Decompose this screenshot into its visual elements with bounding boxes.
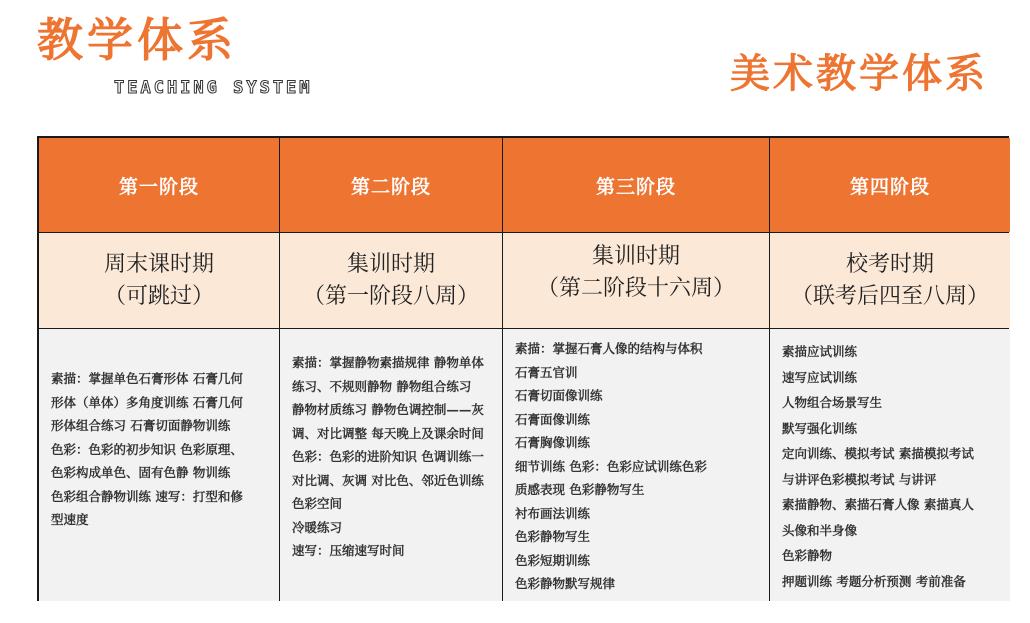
content-line: 色彩组合静物训练 速写：打型和修 — [51, 488, 243, 504]
content-line: 色彩构成单色、固有色静 物训练 — [51, 465, 231, 480]
stage-1-period-name: 周末课时期 — [103, 251, 214, 277]
content-line: 速写：压缩速写时间 — [292, 543, 405, 558]
page-title: 教学体系 — [37, 13, 237, 67]
content-line: 色彩静物 — [782, 548, 833, 563]
content-line: 静物材质练习 静物色调控制——灰 — [292, 402, 484, 417]
content-line: 押题训练 考题分析预测 考前准备 — [782, 573, 966, 589]
content-line: 素描：掌握石膏人像的结构与体积 — [515, 341, 703, 356]
content-line: 对比调、灰调 对比色、邻近色训练 — [292, 472, 484, 488]
content-line: 定向训练、模拟考试 素描模拟考试 — [782, 446, 974, 461]
stage-2-period — [280, 233, 502, 328]
content-line: 素描：掌握静物素描规律 静物单体 — [292, 355, 484, 370]
content-line: 速写应试训练 — [782, 369, 858, 385]
content-line: 色彩：色彩的进阶知识 色调训练一 — [292, 449, 484, 464]
stage-3-period-name: 集训时期 — [591, 244, 680, 269]
content-line: 衬布画法训练 — [515, 505, 591, 521]
content-line: 形体组合练习 石膏切面静物训练 — [51, 418, 231, 433]
content-line: 练习、不规则静物 静物组合练习 — [292, 378, 472, 394]
content-line: 石膏五官训 — [515, 364, 578, 380]
stage-4-period-name: 校考时期 — [845, 251, 934, 277]
stage-2-content — [280, 329, 502, 601]
section-title: 美术教学体系 — [730, 51, 988, 97]
content-line: 石膏面像训练 — [515, 411, 591, 427]
stage-1-header: 第一阶段 — [39, 138, 279, 232]
stage-4-period — [770, 233, 1010, 328]
stage-3-period — [503, 233, 769, 328]
stage-1-period-note: （可跳过） — [103, 283, 214, 309]
stage-2-period-name: 集训时期 — [346, 251, 435, 277]
stage-2-period-note: （第一阶段八周） — [302, 283, 479, 309]
page-subtitle-english: TEACHING SYSTEM — [114, 78, 313, 98]
content-line: 色彩空间 — [292, 496, 343, 511]
stage-1-period — [39, 233, 279, 328]
content-line: 色彩：色彩的初步知识 色彩原理、 — [51, 441, 243, 457]
stage-3-header: 第三阶段 — [503, 138, 769, 232]
stage-4-header: 第四阶段 — [770, 138, 1010, 232]
stage-4-content — [770, 329, 1010, 601]
content-line: 与讲评色彩模拟考试 与讲评 — [782, 471, 937, 487]
content-line: 素描静物、素描石膏人像 素描真人 — [782, 497, 974, 512]
content-line: 默写强化训练 — [782, 420, 858, 436]
content-line: 素描应试训练 — [782, 344, 858, 359]
stage-2-header: 第二阶段 — [280, 138, 502, 232]
content-line: 调、对比调整 每天晚上及课余时间 — [292, 425, 484, 441]
content-line: 型速度 — [51, 512, 89, 527]
content-line: 细节训练 色彩：色彩应试训练色彩 — [515, 458, 707, 474]
stage-3-content — [503, 329, 769, 601]
content-line: 头像和半身像 — [782, 522, 858, 538]
content-line: 石膏切面像训练 — [515, 388, 603, 403]
content-line: 素描：掌握单色石膏形体 石膏几何 — [51, 371, 243, 386]
teaching-system-table — [37, 136, 1009, 601]
content-line: 冷暖练习 — [292, 519, 343, 535]
content-line: 色彩静物写生 — [515, 529, 591, 544]
content-line: 色彩短期训练 — [515, 552, 591, 568]
stage-3-period-note: （第二阶段十六周） — [536, 276, 735, 301]
content-line: 石膏胸像训练 — [515, 435, 591, 450]
content-line: 人物组合场景写生 — [782, 395, 883, 410]
content-line: 质感表现 色彩静物写生 — [515, 482, 645, 497]
stage-4-period-note: （联考后四至八周） — [790, 283, 989, 309]
stage-1-content — [39, 329, 279, 601]
content-line: 形体（单体）多角度训练 石膏几何 — [51, 394, 243, 410]
content-line: 色彩静物默写规律 — [515, 576, 616, 591]
